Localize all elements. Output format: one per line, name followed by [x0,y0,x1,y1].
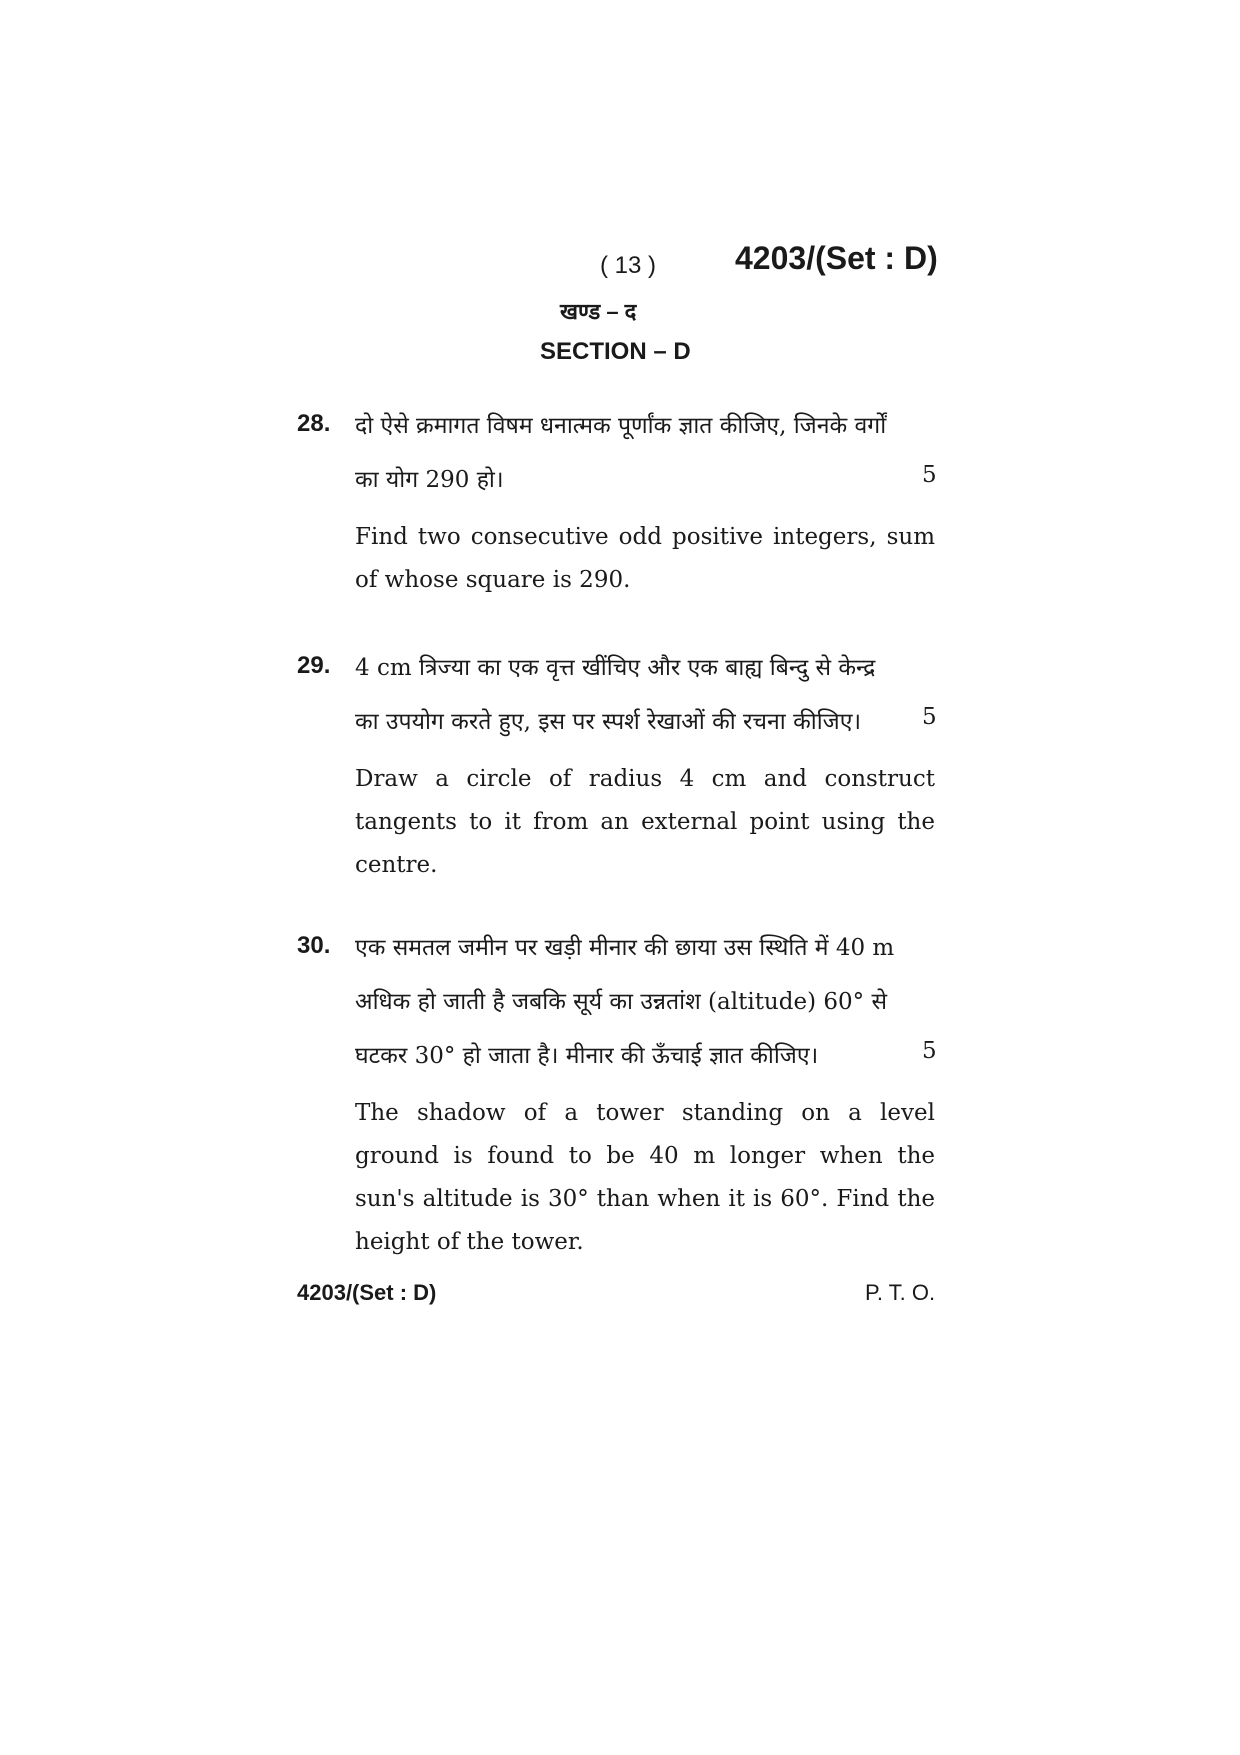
question-marks: 5 [922,1038,937,1064]
page-number: ( 13 ) [600,252,657,279]
question-english-text: Draw a circle of radius 4 cm and construct tangents to it from an external point using the centre. [355,766,935,878]
footer-set-code: 4203/(Set : D) [297,1280,437,1305]
question-hindi-line: एक समतल जमीन पर खड़ी मीनार की छाया उस स्थिति में 40 m [355,935,895,961]
question-number: 29. [297,652,331,679]
question-hindi-line: का उपयोग करते हुए, इस पर स्पर्श रेखाओं की रचना कीजिए। [355,709,862,735]
question-hindi-line: का योग 290 हो। [355,467,504,493]
set-code-header: 4203/(Set : D) [735,240,938,276]
question-hindi-line: घटकर 30° हो जाता है। मीनार की ऊँचाई ज्ञात कीजिए। [355,1043,819,1069]
section-heading-hindi: खण्ड – द [560,299,637,324]
question-english-text: The shadow of a tower standing on a level ground is found to be 40 m longer when the sun's altitude is 30° than when it is 60°. Find the height of the tower. [355,1100,935,1255]
section-heading-english: SECTION – D [540,338,691,365]
question-hindi-line: 4 cm त्रिज्या का एक वृत्त खींचिए और एक बाह्य बिन्दु से केन्द्र [355,655,876,681]
footer-pto: P. T. O. [865,1280,936,1305]
question-number: 30. [297,932,331,959]
question-english-text: Find two consecutive odd positive integers, sum of whose square is 290. [355,524,935,593]
question-hindi-line: दो ऐसे क्रमागत विषम धनात्मक पूर्णांक ज्ञात कीजिए, जिनके वर्गों [355,413,887,439]
question-marks: 5 [922,462,937,488]
question-hindi-line: अधिक हो जाती है जबकि सूर्य का उन्नतांश (altitude) 60° से [355,989,887,1015]
question-marks: 5 [922,704,937,730]
question-number: 28. [297,410,331,437]
